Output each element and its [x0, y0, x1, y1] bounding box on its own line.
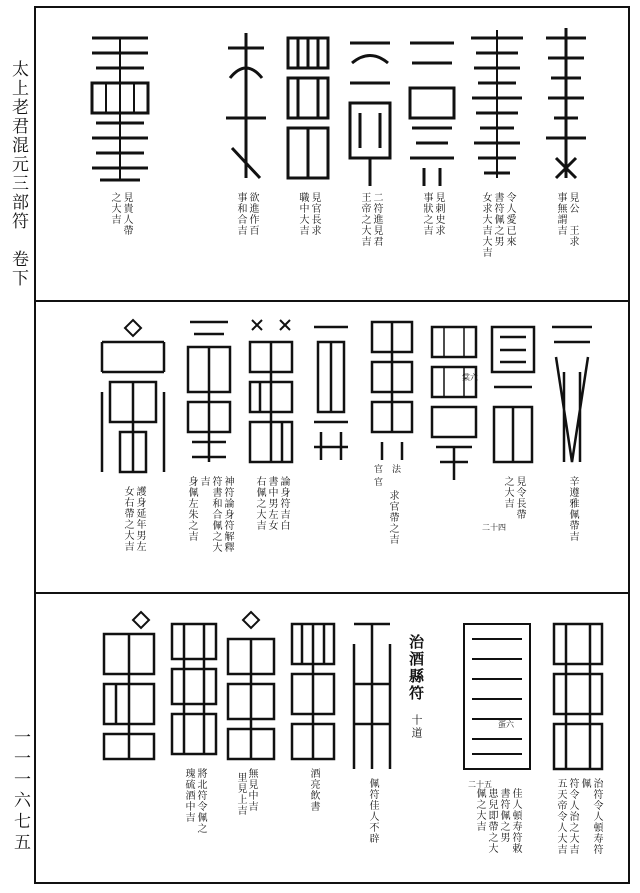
talisman-seal — [166, 604, 222, 764]
talisman-seal — [536, 18, 596, 188]
talisman-column — [346, 604, 398, 844]
talisman-column — [536, 18, 596, 247]
talisman-column — [86, 18, 154, 236]
talisman-column — [222, 604, 280, 812]
talisman-column — [218, 18, 274, 236]
panel-middle — [36, 300, 628, 592]
panel-upper — [36, 8, 628, 300]
talisman-seal — [182, 312, 236, 472]
talisman-seal — [222, 604, 280, 764]
talisman-caption: 欲進作百 事和合吉 — [235, 192, 258, 236]
talisman-column — [306, 312, 356, 462]
talisman-caption: 辛遵雅佩帶吉 — [567, 476, 578, 542]
talisman-caption: 治符令人頓寿符佩 符令人治之大吉 五天帝令人大吉 — [555, 778, 602, 855]
talisman-seal — [86, 18, 154, 188]
talisman-seal — [286, 604, 340, 764]
talisman-caption: 里見上吉 — [235, 772, 246, 816]
talisman-column — [342, 18, 398, 247]
section-count: 十道 — [410, 714, 423, 740]
talisman-number: 二十四 — [482, 523, 506, 532]
talisman-seal — [486, 312, 540, 472]
page-frame — [34, 6, 630, 884]
talisman-column — [466, 18, 528, 258]
page-number: 一一一六七五 — [10, 728, 30, 854]
talisman-column — [244, 312, 298, 531]
talisman-caption: 無見中吉 — [246, 768, 257, 812]
talisman-seal — [466, 18, 528, 188]
talisman-column — [286, 604, 340, 812]
talisman-seal — [366, 312, 418, 462]
talisman-column — [182, 312, 236, 556]
talisman-seal — [342, 18, 398, 188]
panel-lower — [36, 592, 628, 882]
talisman-seal — [548, 604, 608, 774]
talisman-seal — [218, 18, 274, 188]
talisman-column — [426, 312, 482, 482]
talisman-seal — [96, 604, 162, 764]
talisman-caption: 佳人頓寿符敕 書符佩之男 患兒即帶之大 佩之大吉 — [474, 788, 521, 854]
talisman-seal — [546, 312, 598, 472]
talisman-column — [458, 604, 536, 854]
talisman-seal — [458, 604, 536, 774]
talisman-seal — [96, 312, 170, 482]
talisman-seal — [346, 604, 398, 774]
talisman-caption: 見令長帶 之大吉 — [502, 476, 525, 520]
talisman-seal — [244, 312, 298, 472]
talisman-column — [366, 312, 418, 545]
talisman-caption: 二符進見君 王帝之大吉 — [359, 192, 382, 247]
talisman-column — [546, 312, 598, 542]
talisman-caption: 酒亮飲書 — [308, 768, 319, 812]
talisman-caption: 令人愛已來 書符佩之男 女求大吉大吉 — [480, 192, 515, 258]
talisman-caption: 神符論身符解釋 符書和合佩之大吉 身佩左朱之吉 — [186, 476, 233, 553]
talisman-caption: 護身延年男左 女右帶之大吉 — [122, 486, 145, 552]
book-title: 太上老君混元三部符 卷下 — [8, 60, 28, 288]
talisman-number: 蛋六 — [498, 720, 514, 729]
talisman-caption: 論身符吉白 書中男左女 右佩之大吉 — [254, 476, 289, 531]
talisman-caption: 求官帶之吉 — [387, 490, 398, 545]
talisman-column — [548, 604, 608, 858]
talisman-note: 官 法 官 — [374, 465, 411, 488]
talisman-caption: 見官長求 職中大吉 — [297, 192, 320, 236]
talisman-caption: 佩符佳人不辟 — [367, 778, 378, 844]
section-heading: 治酒縣符 — [407, 634, 425, 702]
talisman-number: 二十五 — [468, 780, 492, 789]
talisman-seal — [404, 18, 460, 188]
talisman-caption: 見刺史求 事狀之吉 — [421, 192, 444, 236]
talisman-seal — [280, 18, 336, 188]
talisman-column — [280, 18, 336, 236]
talisman-number: 棠六 — [462, 373, 478, 382]
talisman-caption: 見貴人帶 之大吉 — [109, 192, 132, 236]
talisman-column — [166, 604, 222, 834]
talisman-column — [96, 312, 170, 552]
talisman-caption: 將北符令佩之 瑰硫酒中吉 — [183, 768, 206, 834]
talisman-column — [482, 312, 540, 532]
talisman-column — [96, 604, 162, 764]
talisman-caption: 見公 王求 事無謂吉 — [555, 192, 578, 247]
talisman-seal — [306, 312, 356, 462]
talisman-column — [404, 18, 460, 236]
talisman-seal — [426, 312, 482, 482]
